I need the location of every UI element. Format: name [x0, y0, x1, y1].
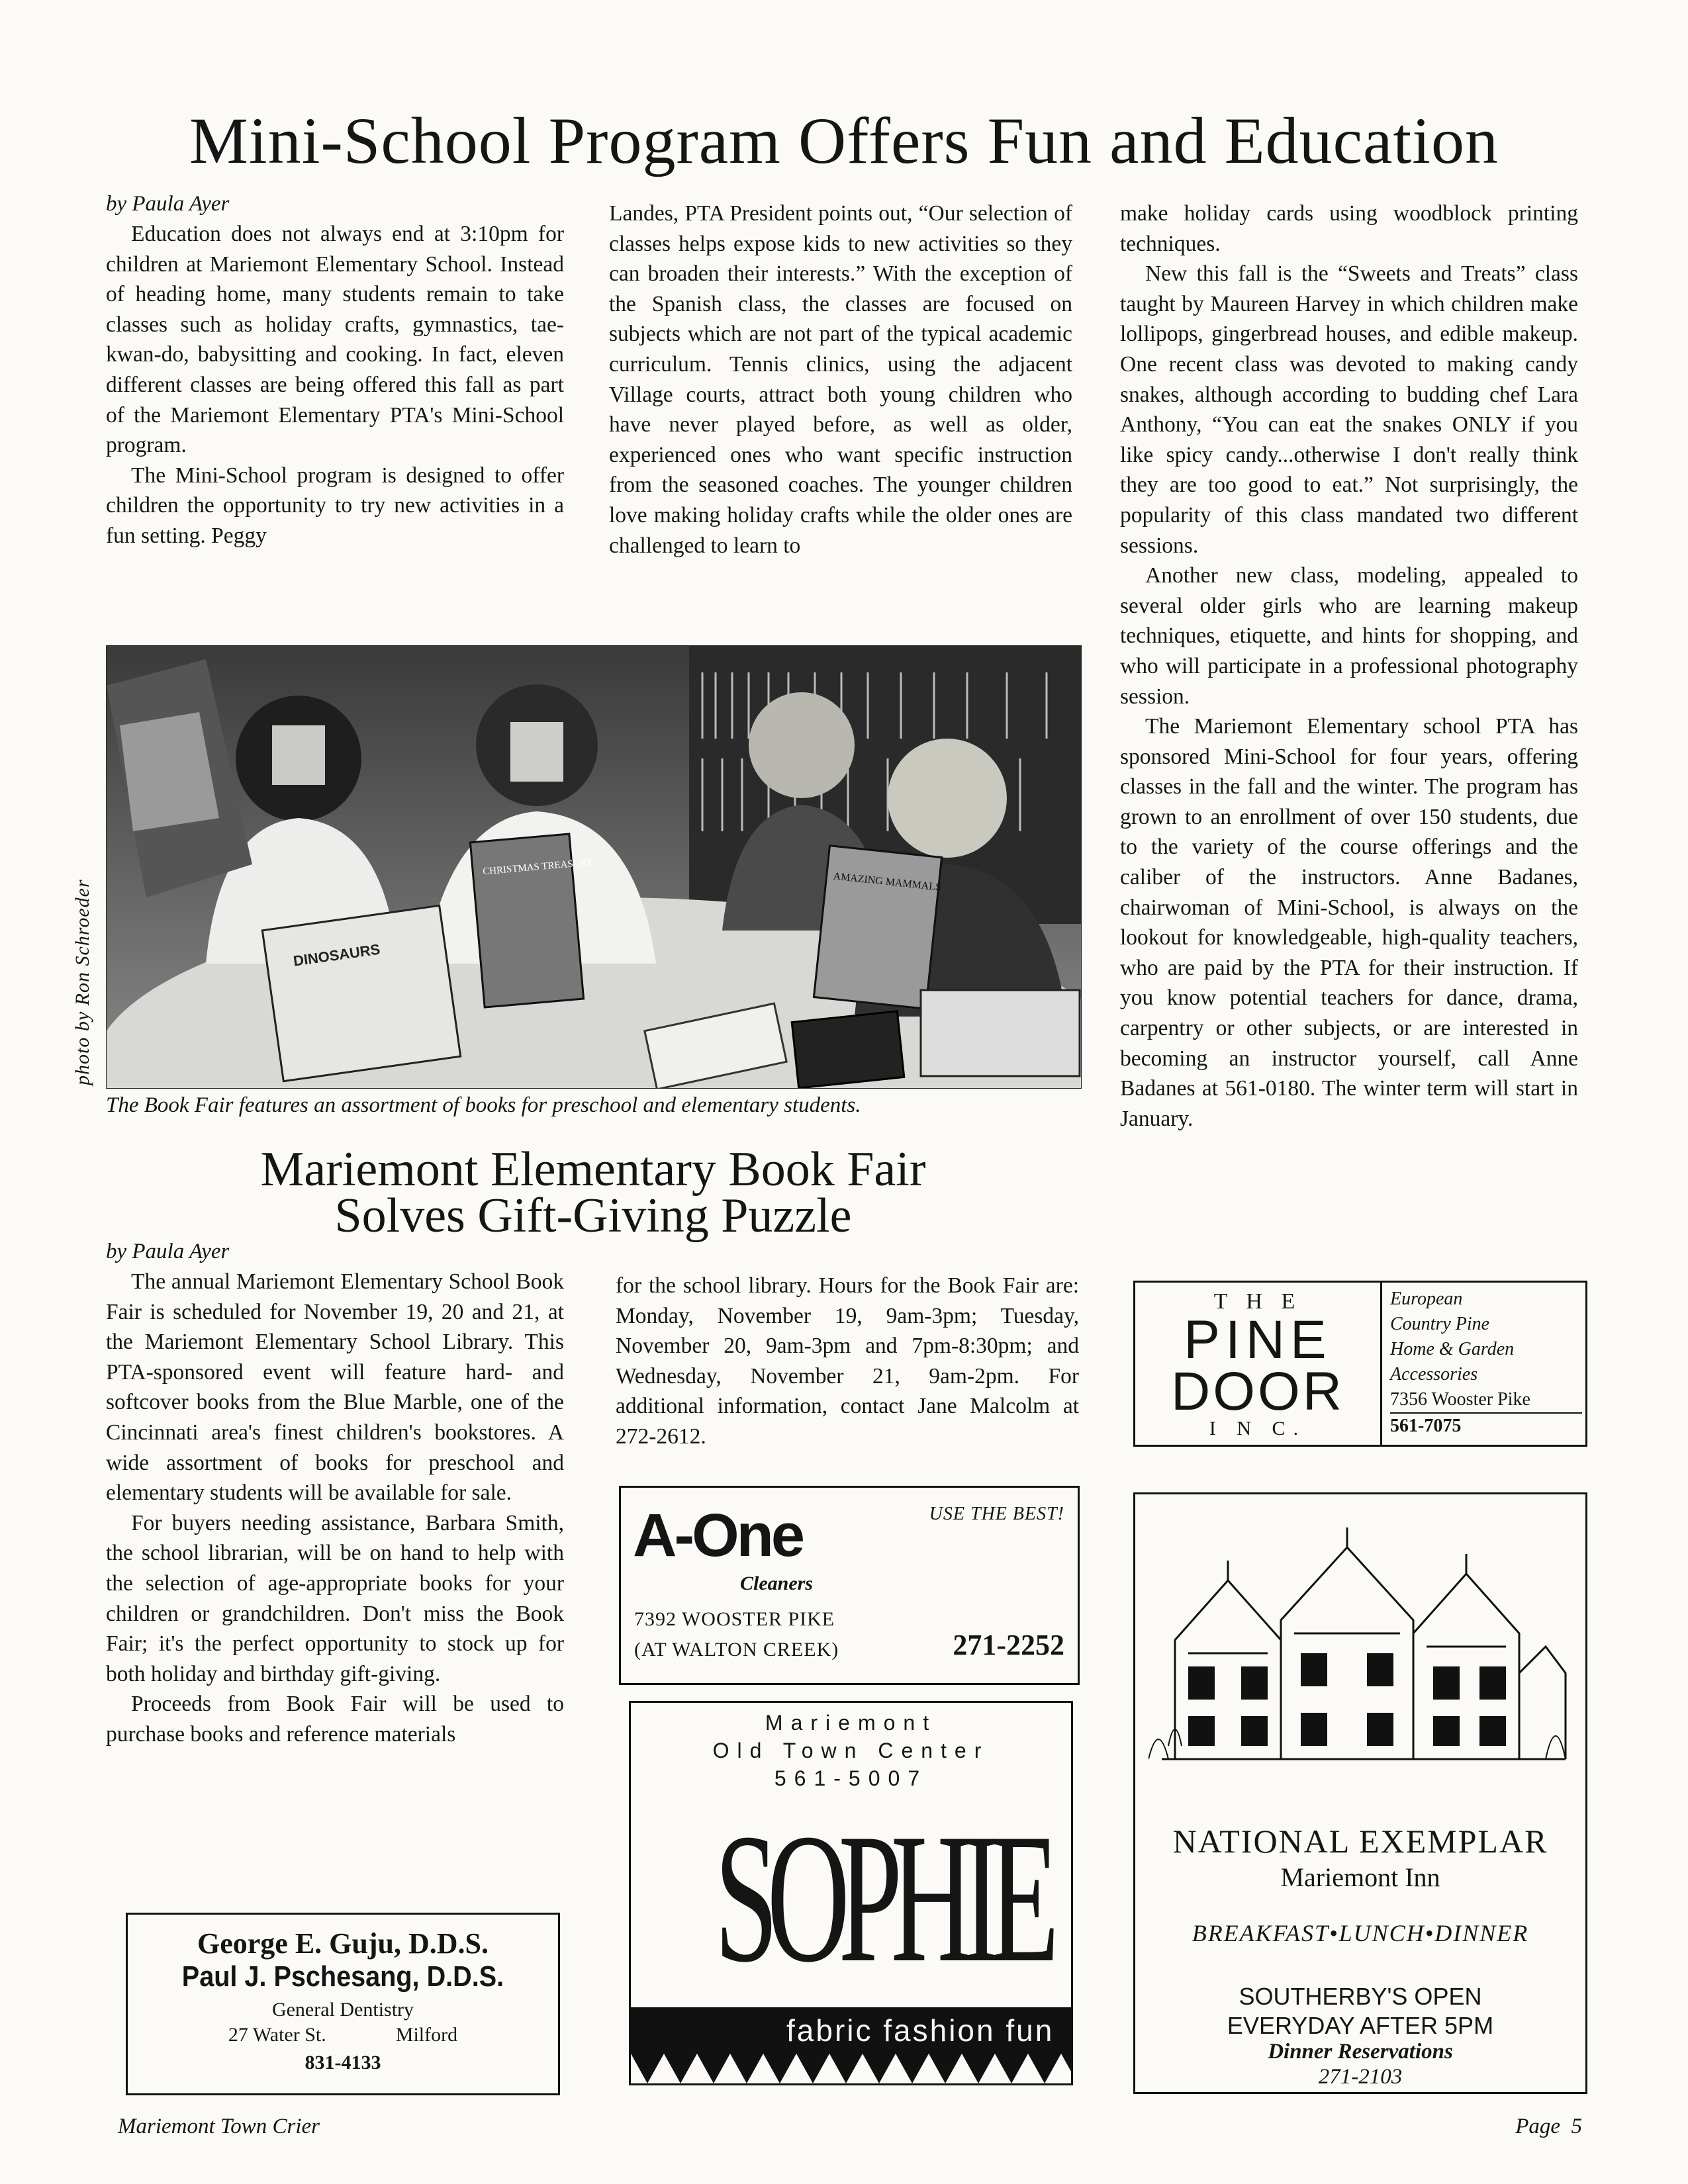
paragraph: Education does not always end at 3:10pm for children at Mariemont Elementary School. Instead of heading home, many students remain to take classes such as holiday crafts, gymnastics, tae-kwan-do, babysitting and cooking. In fact, eleven different classes are being offered this fall as part of the Mariemont Elementary PTA's Mini-School program.: [106, 222, 564, 458]
paragraph: For buyers needing assistance, Barbara Smith, the school librarian, will be on hand to help with the selection of age-appropriate books for your children or grandchildren. Don't miss the Book Fair; it's the perfect opportunity to stock up for both holiday and birthday gift-giving.: [106, 1510, 564, 1686]
paragraph: make holiday cards using woodblock printing techniques.: [1120, 201, 1578, 256]
book-fair-photo: [106, 645, 1082, 1089]
pine-door-line: Home & Garden: [1390, 1339, 1515, 1359]
a-one-phone: 271-2252: [953, 1629, 1064, 1661]
pine-door-line: Accessories: [1390, 1364, 1478, 1385]
a-one-tagline: USE THE BEST!: [929, 1504, 1064, 1524]
ad-dentist: [126, 1913, 560, 2095]
a-one-address-2: (AT WALTON CREEK): [634, 1639, 839, 1661]
photo-credit-text: photo by Ron Schroeder: [71, 879, 93, 1085]
exemplar-phone: 271-2103: [1318, 2065, 1403, 2089]
dentist-address: [128, 2024, 558, 2046]
a-one-address-1: 7392 WOOSTER PIKE: [634, 1608, 835, 1630]
exemplar-meals: BREAKFAST•LUNCH•DINNER: [1192, 1920, 1529, 1946]
ad-national-exemplar: [1133, 1492, 1587, 2094]
main-article-column-3: [1120, 199, 1578, 1134]
sophie-zigzag: [631, 2054, 1071, 2083]
inn-illustration: [1149, 1521, 1572, 1799]
exemplar-name: NATIONAL EXEMPLAR: [1172, 1823, 1548, 1860]
photo-credit: [40, 814, 93, 1092]
book-label: AMAZING MAMMALS: [832, 870, 942, 893]
paragraph: Another new class, modeling, appealed to several older girls who are learning makeup techniques, etiquette, and hints for shopping, and who will participate in a professional photography session.: [1120, 563, 1578, 709]
dentist-street: 27 Water St.: [228, 2024, 326, 2046]
photo-illustration: [107, 646, 1081, 1088]
pine-door-details: [1390, 1287, 1582, 1439]
article-headline: Mini-School Program Offers Fun and Education: [189, 104, 1499, 177]
photo-caption: The Book Fair features an assortment of books for preschool and elementary students.: [106, 1093, 861, 1117]
book-label: DINOSAURS: [292, 940, 381, 970]
book-label: CHRISTMAS TREASURY: [482, 856, 594, 878]
ad-pine-door: [1133, 1281, 1587, 1447]
pine-door-phone: 561-7075: [1390, 1412, 1582, 1439]
footer-publication: Mariemont Town Crier: [118, 2115, 320, 2138]
book-fair-column-1: [106, 1236, 564, 1750]
paragraph: The Mariemont Elementary school PTA has sponsored Mini-School for four years, offering classes in the fall and the winter. The program has grown to an enrollment of over 150 students, due to the variety of the course offerings and the caliber of the instructors. Anne Badanes, chairwoman of Mini-School, is always on the lookout for knowledgeable, high-quality teachers, who are paid by the PTA for their instruction. If you know potential teachers for dance, drama, carpentry or other subjects, or are interested in becoming an instructor yourself, call Anne Badanes at 561-0180. The winter term will start in January.: [1120, 714, 1578, 1131]
paragraph: New this fall is the “Sweets and Treats” class taught by Maureen Harvey in which children make lollipops, gingerbread houses, and edible makeup. One recent class was devoted to making candy snakes, although according to budding chef Lara Anthony, “You can eat the snakes ONLY if you like spicy candy...otherwise I don't really think they are too good to eat.” Not surprisingly, the popularity of this class mandated two different sessions.: [1120, 261, 1578, 558]
sophie-line-2: Old Town Center: [712, 1739, 990, 1762]
exemplar-line-3: Dinner Reservations: [1268, 2040, 1453, 2064]
dentist-name-1: George E. Guju, D.D.S.: [197, 1927, 489, 1960]
footer-page-number: Page 5: [1515, 2115, 1582, 2138]
sophie-line-3: 561-5007: [774, 1766, 928, 1790]
byline: by Paula Ayer: [106, 1240, 230, 1263]
a-one-sub: Cleaners: [740, 1572, 814, 1594]
byline: by Paula Ayer: [106, 192, 230, 216]
paragraph: Proceeds from Book Fair will be used to purchase books and reference materials: [106, 1692, 564, 1747]
ad-sophie: [629, 1701, 1073, 2085]
pine-door-door: DOOR: [1171, 1361, 1344, 1422]
pine-door-the: T H E: [1213, 1289, 1302, 1314]
dentist-name-2: Paul J. Pschesang, D.D.S.: [181, 1960, 504, 1993]
pine-door-line: European: [1390, 1289, 1463, 1309]
exemplar-line-2: EVERYDAY AFTER 5PM: [1227, 2012, 1494, 2039]
pine-door-address: 7356 Wooster Pike: [1390, 1389, 1530, 1410]
pine-door-line: Country Pine: [1390, 1314, 1490, 1334]
exemplar-line-1: SOUTHERBY'S OPEN: [1239, 1983, 1482, 2010]
pine-door-inc: I N C.: [1209, 1418, 1307, 1439]
sophie-tagline-bar: [631, 2007, 1071, 2083]
main-article-column-1: [106, 189, 564, 551]
paragraph: Landes, PTA President points out, “Our selection of classes helps expose kids to new activities so they can broaden their interests.” With the exception of the Spanish class, the classes are focused on subjects which are not part of the typical academic curriculum. Tennis clinics, using the adjacent Village courts, attract both young children who have never played before, as well as older, experienced ones who want specific instruction from the seasoned coaches. The younger children love making holiday crafts while the older ones are challenged to learn to: [609, 201, 1072, 558]
dentist-phone: 831-4133: [305, 2052, 381, 2073]
book-fair-headline-line-2: Solves Gift-Giving Puzzle: [334, 1189, 852, 1243]
book-fair-column-2: [616, 1271, 1079, 1452]
paragraph: The Mini-School program is designed to offer children the opportunity to try new activities in a fun setting. Peggy: [106, 463, 564, 548]
a-one-logo: A-One: [633, 1502, 802, 1569]
pine-door-pine: PINE: [1184, 1310, 1332, 1370]
ad-a-one-cleaners: [619, 1486, 1080, 1685]
sophie-name: SOPHIE: [714, 1795, 1048, 2001]
paragraph: The annual Mariemont Elementary School Book Fair is scheduled for November 19, 20 and 21, at the Mariemont Elementary School Library. This PTA-sponsored event will feature hard- and softcover books from the Blue Marble, one of the Cincinnati area's finest children's bookstores. A wide assortment of books for preschool and elementary students will be available for sale.: [106, 1269, 564, 1506]
book-fair-headline-line-1: Mariemont Elementary Book Fair: [260, 1142, 926, 1197]
sophie-line-1: Mariemont: [765, 1711, 937, 1735]
dentist-type: General Dentistry: [271, 1999, 414, 2021]
exemplar-sub: Mariemont Inn: [1280, 1862, 1440, 1892]
sophie-tagline: fabric fashion fun: [786, 2013, 1055, 2048]
pine-door-logo: [1135, 1283, 1382, 1445]
main-article-column-2: [609, 199, 1072, 561]
paragraph: for the school library. Hours for the Book Fair are: Monday, November 19, 9am-3pm; Tuesday, November 20, 9am-3pm and 7pm-8:30pm; and Wednesday, November 21, 9am-2pm. For additional information, contact Jane Malcolm at 272-2612.: [616, 1273, 1079, 1449]
dentist-city: Milford: [395, 2024, 458, 2046]
